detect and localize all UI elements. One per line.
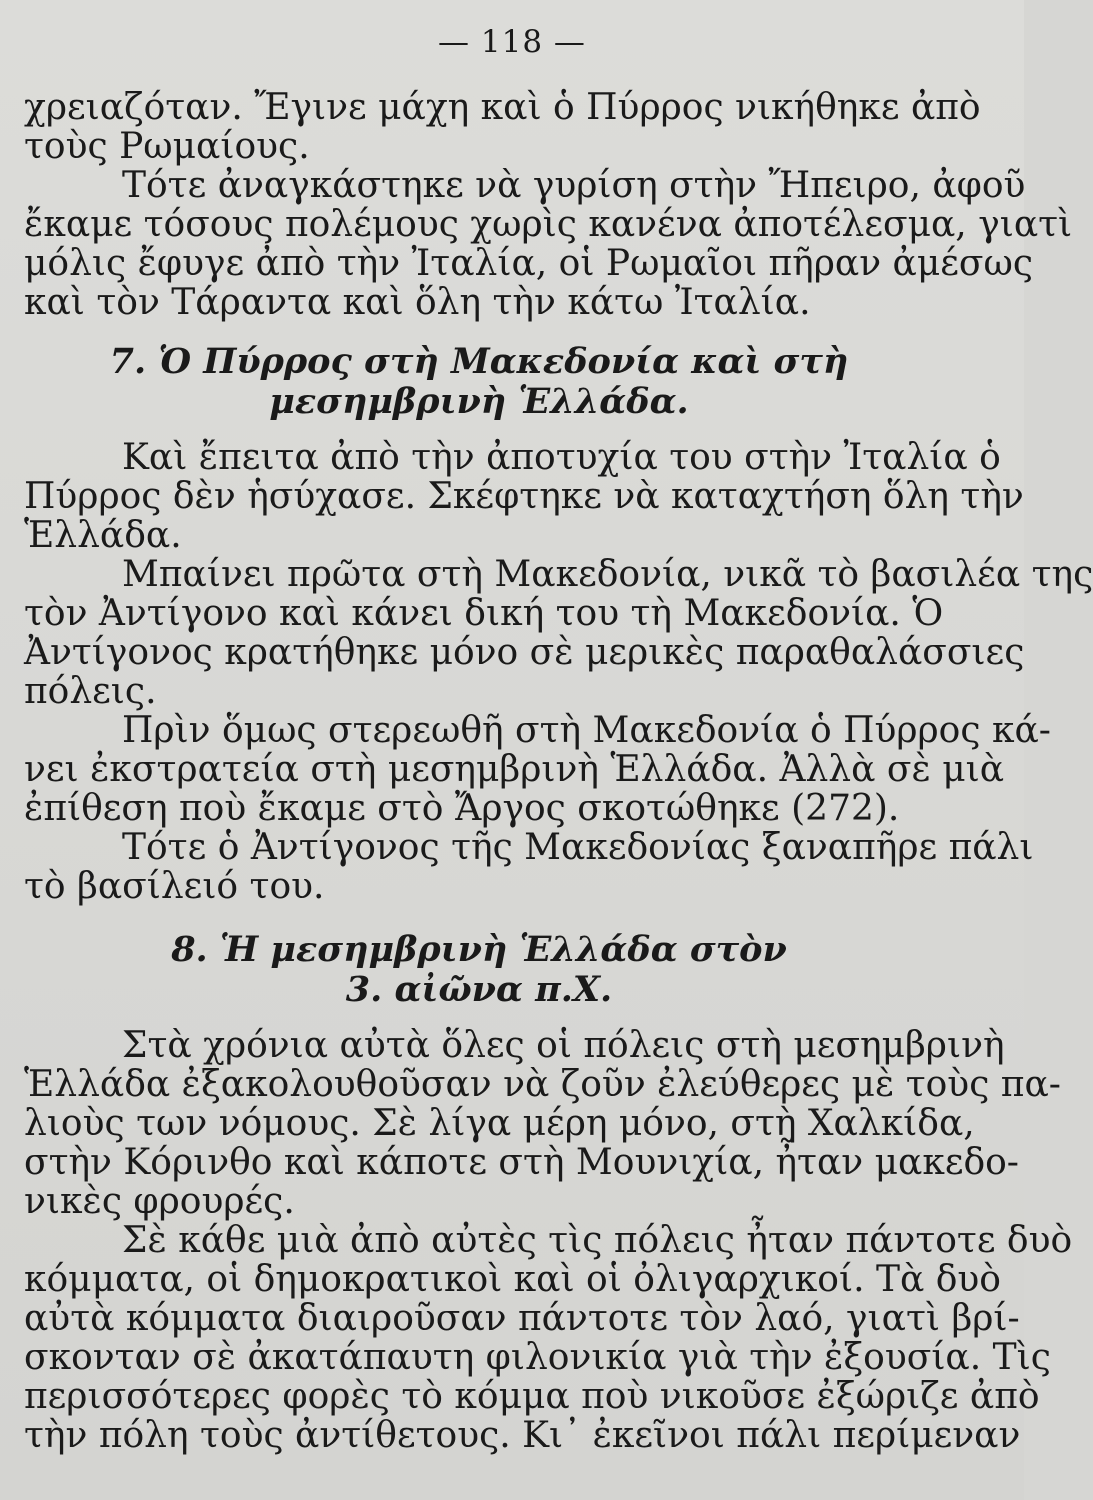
text-line: Ἑλλάδα. [24,515,182,556]
text-line: Στὰ χρόνια αὐτὰ ὅλες οἱ πόλεις στὴ μεσημβρινὴ [122,1025,1005,1066]
text-line: τοὺς Ρωμαίους. [24,126,310,167]
text-line: Καὶ ἔπειτα ἀπὸ τὴν ἀποτυχία του στὴν Ἰταλία ὁ [122,437,1001,478]
text-line: Τότε ἀναγκάστηκε νὰ γυρίση στὴν Ἤπειρο, ἀφοῦ [122,165,1026,206]
text-line: τὸν Ἀντίγονο καὶ κάνει δική του τὴ Μακεδονία. Ὁ [24,593,944,634]
text-line: Σὲ κάθε μιὰ ἀπὸ αὐτὲς τὶς πόλεις ἦταν πάντοτε δυὸ [122,1220,1073,1261]
heading-line: 8. Ἡ μεσημβρινὴ Ἑλλάδα στὸν [171,929,787,970]
paragraph [24,1220,1073,1456]
paragraph [24,87,981,167]
text-line: στὴν Κόρινθο καὶ κάποτε στὴ Μουνιχία, ἦταν μακεδο- [24,1142,1019,1183]
section-heading [24,930,934,1010]
text-line: Τότε ὁ Ἀντίγονος τῆς Μακεδονίας ξαναπῆρε πάλι [122,827,1034,868]
section-heading [24,342,934,422]
text-line: λιοὺς των νόμους. Σὲ λίγα μέρη μόνο, στὴ Χαλκίδα, [24,1103,975,1144]
text-line: νικὲς φρουρές. [24,1181,295,1222]
text-line: τὴν πόλη τοὺς ἀντίθετους. Κι᾽ ἐκεῖνοι πάλι περίμεναν [24,1415,1021,1456]
text-line: κόμματα, οἱ δημοκρατικοὶ καὶ οἱ ὀλιγαρχικοί. Τὰ δυὸ [24,1259,1001,1300]
heading-line: 7. Ὁ Πύρρος στὴ Μακεδονία καὶ στὴ [109,341,849,382]
text-line: χρειαζόταν. Ἔγινε μάχη καὶ ὁ Πύρρος νικήθηκε ἀπὸ [24,87,981,128]
heading-line: 3. αἰῶνα π.Χ. [345,969,613,1010]
page-number: — 118 — [438,24,586,60]
paragraph [24,1025,1061,1222]
text-line: νει ἐκστρατεία στὴ μεσημβρινὴ Ἑλλάδα. Ἀλλὰ σὲ μιὰ [24,749,1005,790]
heading-line: μεσημβρινὴ Ἑλλάδα. [269,381,689,422]
text-line: μόλις ἔφυγε ἀπὸ τὴν Ἰταλία, οἱ Ρωμαῖοι πῆραν ἀμέσως [24,243,1033,284]
text-line: Πύρρος δὲν ἡσύχασε. Σκέφτηκε νὰ καταχτήση ὅλη τὴν [24,476,1024,517]
text-line: ἔκαμε τόσους πολέμους χωρὶς κανένα ἀποτέλεσμα, γιατὶ [24,204,1073,245]
text-line: αὐτὰ κόμματα διαιροῦσαν πάντοτε τὸν λαό, γιατὶ βρί- [24,1298,1020,1339]
text-line: σκονταν σὲ ἀκατάπαυτη φιλονικία γιὰ τὴν ἐξουσία. Τὶς [24,1337,1051,1378]
paragraph [24,827,1034,907]
text-line: Ἀντίγονος κρατήθηκε μόνο σὲ μερικὲς παραθαλάσσιες [24,632,1025,673]
text-line: Ἑλλάδα ἐξακολουθοῦσαν νὰ ζοῦν ἐλεύθερες μὲ τοὺς πα- [24,1064,1061,1105]
text-line: περισσότερες φορὲς τὸ κόμμα ποὺ νικοῦσε ἐξώριζε ἀπὸ [24,1376,1040,1417]
text-line: τὸ βασίλειό του. [24,866,325,907]
text-line: Πρὶν ὅμως στερεωθῆ στὴ Μακεδονία ὁ Πύρρος κά- [122,710,1051,751]
paragraph [24,554,1093,712]
text-line: καὶ τὸν Τάραντα καὶ ὅλη τὴν κάτω Ἰταλία. [24,282,811,323]
text-line: ἐπίθεση ποὺ ἔκαμε στὸ Ἄργος σκοτώθηκε (272). [24,788,900,829]
text-column [24,87,1093,1456]
text-line: Μπαίνει πρῶτα στὴ Μακεδονία, νικᾶ τὸ βασιλέα της [122,554,1093,595]
text-line: πόλεις. [24,671,157,712]
paragraph [24,710,1051,829]
paragraph [24,437,1024,556]
paragraph [24,165,1073,323]
